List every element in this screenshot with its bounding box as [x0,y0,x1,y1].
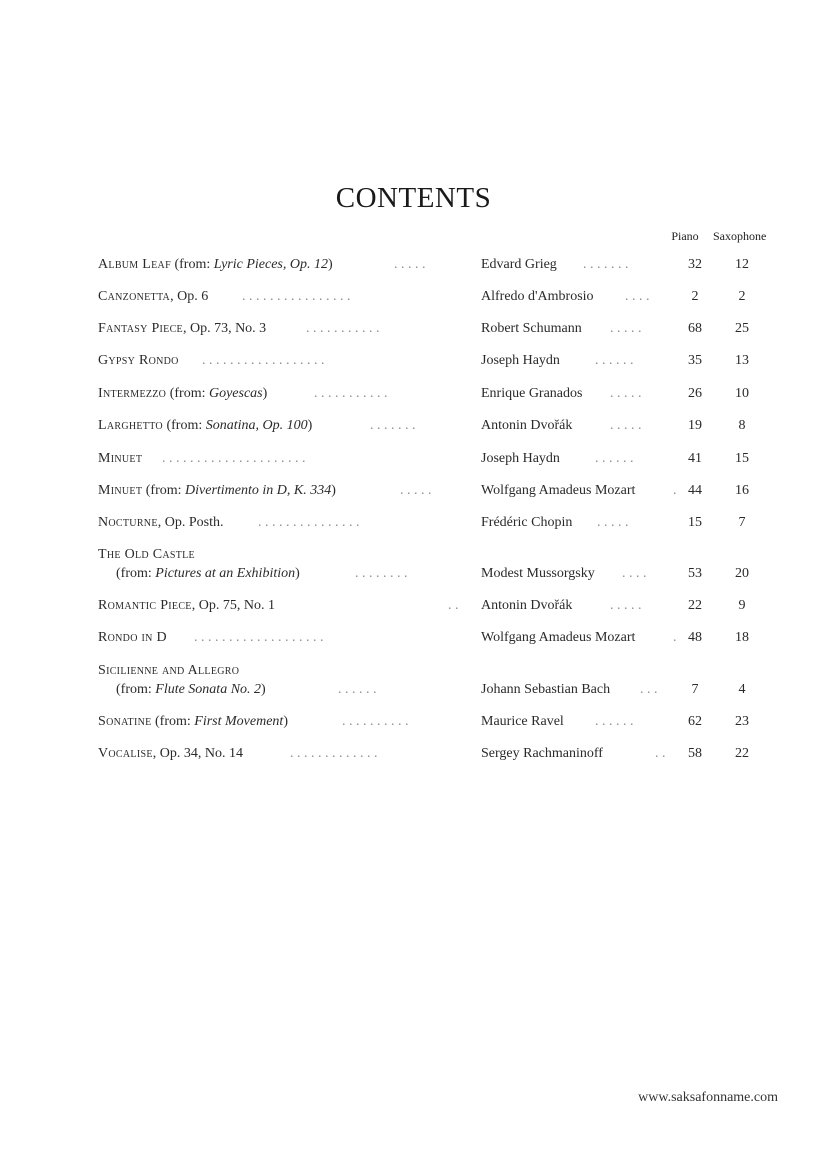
leader-dots: . . . . . . [338,682,377,697]
piano-column-header: Piano [671,229,699,243]
contents-entry-fantasy-piece[interactable] [0,319,827,339]
piece-detail-end: ) [307,418,313,433]
composer: Sergey Rachmaninoff [481,746,603,761]
piano-page: 41 [688,451,702,466]
contents-entry-old-castle-title[interactable] [0,545,827,565]
piano-page: 2 [691,289,699,304]
saxophone-page: 2 [738,289,746,304]
piece-detail-end: ) [262,386,268,401]
saxophone-page: 25 [735,321,749,336]
piece-detail: , Op. 75, No. 1 [191,598,275,613]
composer: Joseph Haydn [481,451,560,466]
piece-title: Vocalise [98,746,153,761]
leader-dots: . . . . . . . . . . . . . . . . . . . . . [162,451,306,466]
contents-entry-album-leaf[interactable] [0,255,827,275]
piece-detail: (from: [151,714,195,729]
leader-dots: . . . . [625,289,650,304]
composer: Antonin Dvořák [481,418,573,433]
leader-dots: . . . . . . . . . . . . . [290,746,378,761]
piano-page: 58 [688,746,702,761]
contents-entry-minuet-mozart[interactable] [0,481,827,501]
leader-dots: . . . . . [610,418,642,433]
composer: Modest Mussorgsky [481,566,595,581]
piano-page: 7 [691,682,699,697]
saxophone-page: 15 [735,451,749,466]
piece-title: Nocturne [98,515,158,530]
saxophone-page: 16 [735,483,749,498]
contents-entry-vocalise[interactable] [0,744,827,764]
piece-detail: (from: [166,386,209,401]
piece-detail-end: ) [295,566,300,581]
composer: Wolfgang Amadeus Mozart [481,630,636,645]
piano-page: 15 [688,515,702,530]
contents-entry-canzonetta[interactable] [0,287,827,307]
piece-title: Sonatine [98,714,152,729]
leader-dots: . . . . . . . . [355,566,408,581]
piece-title: Gypsy Rondo [98,353,179,368]
contents-entry-sonatine[interactable] [0,712,827,732]
saxophone-page: 9 [738,598,746,613]
composer: Johann Sebastian Bach [481,682,611,697]
leader-dots: . [673,483,677,498]
leader-dots: . . . . . . [595,714,634,729]
piece-detail: , Op. 6 [170,289,209,304]
composer: Joseph Haydn [481,353,560,368]
piano-page: 22 [688,598,702,613]
piece-title: Rondo in D [98,630,167,645]
piece-detail: , Op. 34, No. 14 [152,746,243,761]
piece-source: Lyric Pieces, Op. 12 [213,257,328,272]
piano-page: 62 [688,714,702,729]
leader-dots: . . . . . [394,257,426,272]
piece-source: First Movement [194,714,284,729]
leader-dots: . . . . . . [595,451,634,466]
piano-page: 44 [688,483,702,498]
piece-title: Romantic Piece [98,598,192,613]
piece-title: Minuet [98,483,143,498]
saxophone-page: 10 [735,386,749,401]
contents-entry-minuet-haydn[interactable] [0,449,827,469]
piece-title: Album Leaf [98,257,171,272]
piano-page: 48 [688,630,702,645]
piece-detail: (from: [116,566,156,581]
composer: Wolfgang Amadeus Mozart [481,483,636,498]
website-footer: www.saksafonname.com [638,1090,778,1105]
saxophone-page: 7 [738,515,746,530]
saxophone-page: 13 [735,353,749,368]
leader-dots: . . . . . [610,321,642,336]
piece-source: Divertimento in D, K. 334 [185,483,332,498]
leader-dots: . . . . [622,566,647,581]
piano-page: 35 [688,353,702,368]
saxophone-page: 12 [735,257,749,272]
piece-detail: , Op. 73, No. 3 [182,321,267,336]
contents-entry-romantic-piece[interactable] [0,596,827,616]
leader-dots: . . . . . . . . . . . [306,321,380,336]
contents-entry-rondo-in-d[interactable] [0,628,827,648]
leader-dots: . . . . . [597,515,629,530]
piano-page: 26 [688,386,702,401]
leader-dots: . . [448,598,459,613]
piece-detail-end: ) [328,257,333,272]
piece-title: Intermezzo [98,386,167,401]
saxophone-page: 23 [735,714,749,729]
leader-dots: . . . . . . . . . . . [314,386,388,401]
leader-dots: . . . . . . . . . . . . . . . . . . . [194,630,324,645]
leader-dots: . . . . . . . . . . [342,714,409,729]
leader-dots: . . . . . . . [583,257,629,272]
piece-detail-end: ) [331,483,336,498]
contents-entry-nocturne[interactable] [0,513,827,533]
piece-detail: (from: [116,682,156,697]
leader-dots: . [673,630,677,645]
leader-dots: . . . . . . . . . . . . . . . . [242,289,351,304]
leader-dots: . . . . . . [595,353,634,368]
piece-title: Sicilienne and Allegro [98,663,240,678]
piece-title: The Old Castle [98,547,195,562]
piece-title: Minuet [98,451,143,466]
leader-dots: . . . . . . . . . . . . . . . [258,515,360,530]
composer: Edvard Grieg [481,257,557,272]
composer: Frédéric Chopin [481,515,573,530]
piano-page: 32 [688,257,702,272]
contents-entry-intermezzo[interactable] [0,384,827,404]
contents-entry-larghetto[interactable] [0,416,827,436]
composer: Maurice Ravel [481,714,564,729]
composer: Robert Schumann [481,321,582,336]
composer: Alfredo d'Ambrosio [481,289,594,304]
piece-source: Sonatina, Op. 100 [205,418,308,433]
composer: Antonin Dvořák [481,598,573,613]
piece-title: Canzonetta [98,289,171,304]
piece-detail: (from: [170,257,214,272]
leader-dots: . . . . . . . [370,418,416,433]
leader-dots: . . . . . [610,598,642,613]
piece-source: Goyescas [208,386,263,401]
leader-dots: . . . . . [400,483,432,498]
composer: Enrique Granados [481,386,583,401]
piece-detail-end: ) [261,682,266,697]
piece-source: Flute Sonata No. 2 [155,682,262,697]
contents-entry-sicilienne[interactable] [0,680,827,700]
saxophone-page: 22 [735,746,749,761]
saxophone-page: 8 [738,418,746,433]
piece-title: Larghetto [98,418,163,433]
piano-page: 19 [688,418,702,433]
piano-page: 53 [688,566,702,581]
piece-source: Pictures at an Exhibition [155,566,296,581]
piece-detail: (from: [162,418,206,433]
piece-detail-end: ) [283,714,288,729]
piece-detail: , Op. Posth. [157,515,224,530]
contents-entry-old-castle[interactable] [0,564,827,584]
saxophone-page: 20 [735,566,749,581]
saxophone-column-header: Saxophone [713,229,767,243]
contents-entry-sicilienne-title[interactable] [0,661,827,681]
page-title: CONTENTS [335,182,492,214]
leader-dots: . . . . . . . . . . . . . . . . . . [202,353,325,368]
leader-dots: . . . [640,682,658,697]
piano-page: 68 [688,321,702,336]
saxophone-page: 4 [738,682,746,697]
contents-entry-gypsy-rondo[interactable] [0,351,827,371]
leader-dots: . . . . . [610,386,642,401]
piece-title: Fantasy Piece [98,321,183,336]
piece-detail: (from: [142,483,186,498]
leader-dots: . . [655,746,666,761]
saxophone-page: 18 [735,630,749,645]
